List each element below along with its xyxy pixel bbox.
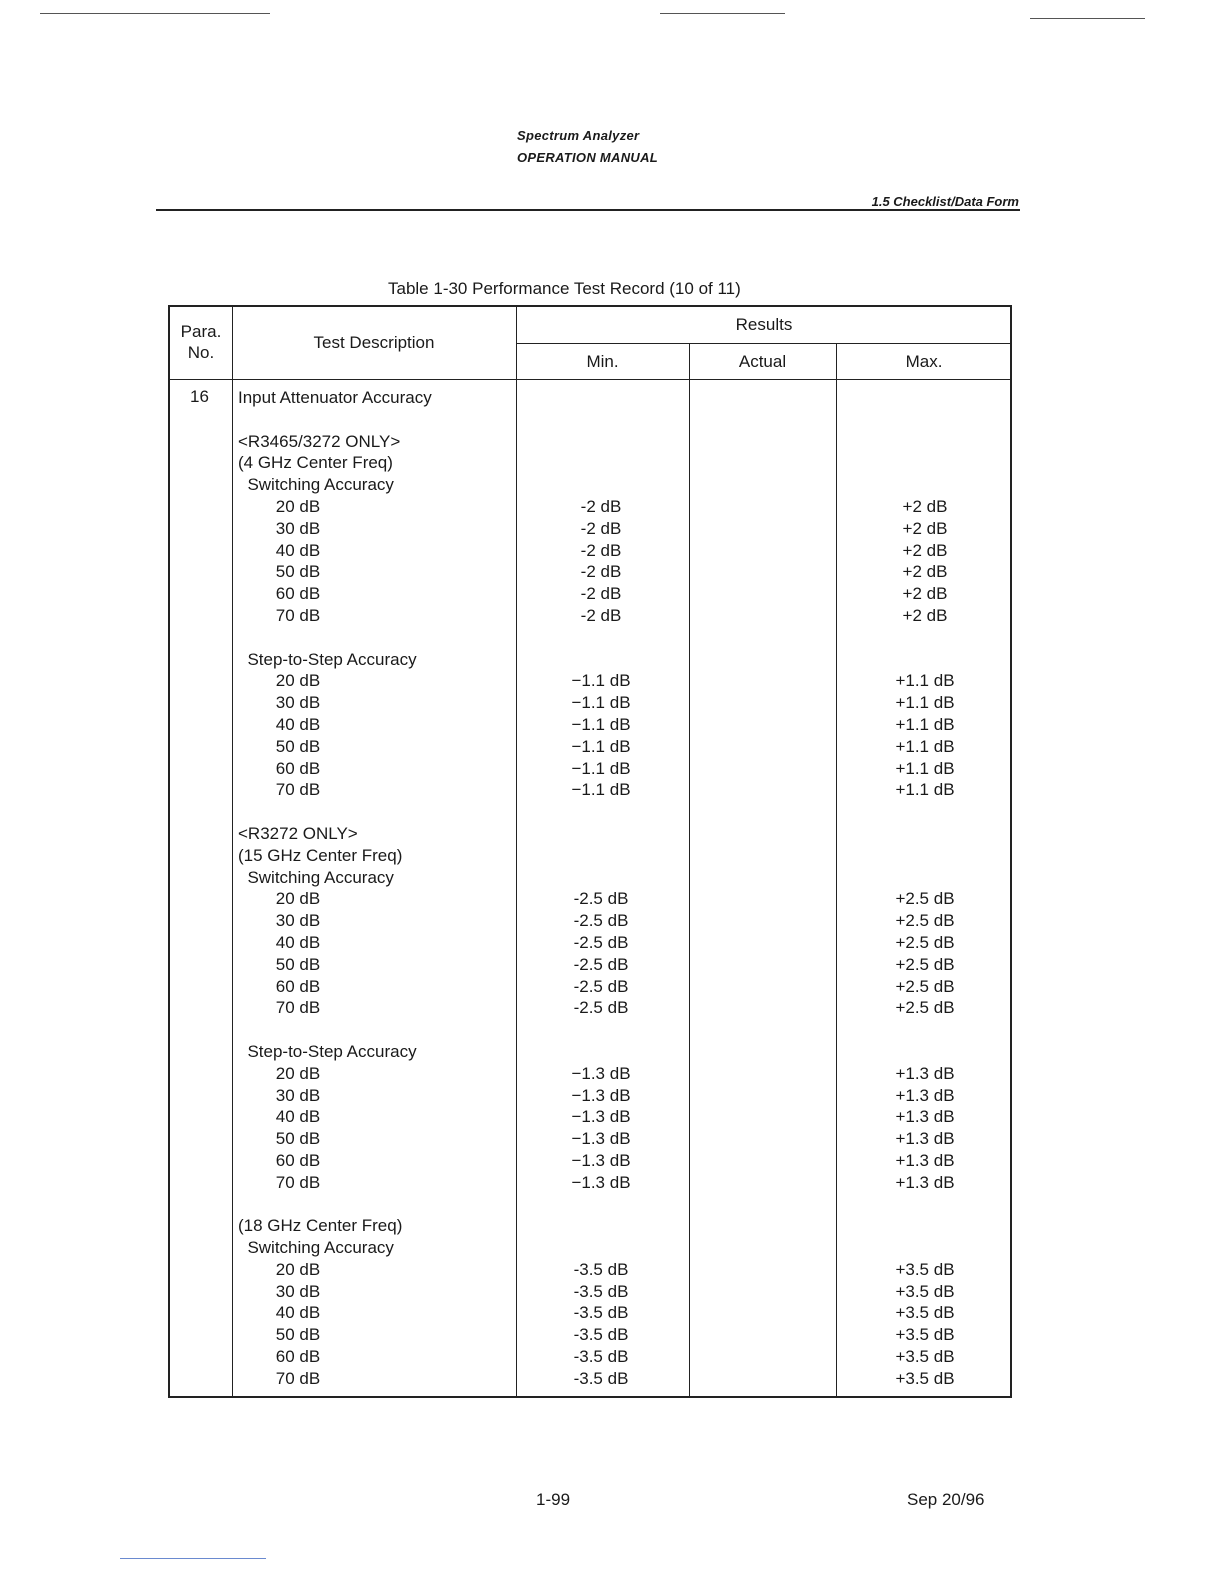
max-value <box>850 474 1000 496</box>
header-actual: Actual <box>738 352 787 371</box>
max-value: +2.5 dB <box>895 976 955 996</box>
description-line: 60 dB <box>238 976 321 996</box>
max-value <box>850 845 1000 867</box>
max-column <box>850 387 1000 1390</box>
min-value: -3.5 dB <box>573 1368 629 1388</box>
manual-subtitle: OPERATION MANUAL <box>517 150 659 165</box>
header-test-description: Test Description <box>313 333 435 352</box>
max-value: +1.3 dB <box>895 1172 955 1192</box>
page-number: 1-99 <box>536 1490 571 1509</box>
header-row-divider <box>170 379 1010 380</box>
description-line: 50 dB <box>238 1129 321 1149</box>
min-value <box>540 431 662 453</box>
description-line: 20 dB <box>238 496 321 516</box>
min-value: -2.5 dB <box>573 954 629 974</box>
description-line: 20 dB <box>238 1259 321 1279</box>
description-line: Switching Accuracy <box>238 867 394 887</box>
description-line: 40 dB <box>238 1107 321 1127</box>
max-value <box>850 431 1000 453</box>
description-line: 20 dB <box>238 671 321 691</box>
scan-artifact-line <box>120 1558 266 1559</box>
min-value: −1.1 dB <box>571 736 631 756</box>
max-value <box>850 387 1000 409</box>
min-value <box>540 1237 662 1259</box>
description-line: 70 dB <box>238 605 321 625</box>
description-line: 20 dB <box>238 1063 321 1083</box>
max-value: +2 dB <box>902 562 948 582</box>
scan-artifact-line <box>40 13 270 14</box>
description-line <box>238 409 432 431</box>
description-line: 50 dB <box>238 562 321 582</box>
description-line: 70 dB <box>238 1368 321 1388</box>
max-value: +2.5 dB <box>895 932 955 952</box>
max-value <box>850 409 1000 431</box>
min-value: -3.5 dB <box>573 1347 629 1367</box>
description-line: 70 dB <box>238 1172 321 1192</box>
min-value <box>540 1193 662 1215</box>
description-line: 30 dB <box>238 518 321 538</box>
description-line: 50 dB <box>238 954 321 974</box>
table-caption: Table 1-30 Performance Test Record (10 of 11) <box>388 279 741 298</box>
max-value: +2 dB <box>902 518 948 538</box>
min-value: −1.1 dB <box>571 758 631 778</box>
max-value: +1.1 dB <box>895 736 955 756</box>
min-value: −1.3 dB <box>571 1063 631 1083</box>
description-line: (4 GHz Center Freq) <box>238 453 393 473</box>
description-line: Switching Accuracy <box>238 475 394 495</box>
min-value: -2.5 dB <box>573 932 629 952</box>
description-line: 50 dB <box>238 736 321 756</box>
max-value: +3.5 dB <box>895 1303 955 1323</box>
test-description-column <box>238 387 432 1390</box>
description-line: 40 dB <box>238 540 321 560</box>
min-value: -2 dB <box>580 562 622 582</box>
description-line: 30 dB <box>238 911 321 931</box>
min-value: -3.5 dB <box>573 1303 629 1323</box>
min-value: −1.3 dB <box>571 1107 631 1127</box>
min-value: -2.5 dB <box>573 976 629 996</box>
revision-date: Sep 20/96 <box>907 1490 985 1509</box>
min-value <box>540 801 662 823</box>
min-value: -2.5 dB <box>573 998 629 1018</box>
min-value: -3.5 dB <box>573 1281 629 1301</box>
min-value <box>540 387 662 409</box>
min-value: −1.1 dB <box>571 693 631 713</box>
max-value: +1.1 dB <box>895 758 955 778</box>
max-value <box>850 627 1000 649</box>
header-min: Min. <box>586 352 619 371</box>
description-line <box>238 627 432 649</box>
max-value: +1.3 dB <box>895 1107 955 1127</box>
description-line: 70 dB <box>238 780 321 800</box>
max-value <box>850 1215 1000 1237</box>
max-value: +3.5 dB <box>895 1325 955 1345</box>
max-value: +3.5 dB <box>895 1368 955 1388</box>
section-heading: 1.5 Checklist/Data Form <box>871 194 1019 209</box>
description-line: 40 dB <box>238 1303 321 1323</box>
min-value: −1.3 dB <box>571 1085 631 1105</box>
max-value <box>850 867 1000 889</box>
max-value: +1.3 dB <box>895 1150 955 1170</box>
manual-title: Spectrum Analyzer <box>517 128 640 143</box>
description-line: Input Attenuator Accuracy <box>238 388 432 407</box>
min-value: -2 dB <box>580 496 622 516</box>
min-value <box>540 409 662 431</box>
header-para-no: Para. No. <box>180 322 222 362</box>
max-value: +2.5 dB <box>895 889 955 909</box>
description-line: 40 dB <box>238 932 321 952</box>
header-results: Results <box>735 315 793 334</box>
max-value <box>850 452 1000 474</box>
min-value: −1.3 dB <box>571 1150 631 1170</box>
min-value: -2.5 dB <box>573 889 629 909</box>
max-value: +2.5 dB <box>895 998 955 1018</box>
max-value: +2 dB <box>902 605 948 625</box>
min-value <box>540 867 662 889</box>
max-value: +3.5 dB <box>895 1259 955 1279</box>
min-value <box>540 474 662 496</box>
min-value: −1.3 dB <box>571 1172 631 1192</box>
max-value: +3.5 dB <box>895 1347 955 1367</box>
scan-artifact-line <box>660 13 785 14</box>
max-value: +1.3 dB <box>895 1129 955 1149</box>
min-value <box>540 1019 662 1041</box>
para-number: 16 <box>190 387 209 406</box>
description-line: <R3465/3272 ONLY> <box>238 431 401 451</box>
description-line: Switching Accuracy <box>238 1238 394 1258</box>
description-line: (18 GHz Center Freq) <box>238 1216 403 1236</box>
description-line: 70 dB <box>238 998 321 1018</box>
max-value: +2 dB <box>902 496 948 516</box>
min-value <box>540 627 662 649</box>
description-line: 50 dB <box>238 1325 321 1345</box>
description-line <box>238 1019 432 1041</box>
min-value <box>540 649 662 671</box>
description-line: 30 dB <box>238 1281 321 1301</box>
description-line <box>238 1193 432 1215</box>
min-value <box>540 823 662 845</box>
description-line: 60 dB <box>238 584 321 604</box>
min-value <box>540 1215 662 1237</box>
description-line: (15 GHz Center Freq) <box>238 845 403 865</box>
description-line: 20 dB <box>238 889 321 909</box>
min-value: -2 dB <box>580 584 622 604</box>
min-value: -3.5 dB <box>573 1325 629 1345</box>
max-value: +1.3 dB <box>895 1063 955 1083</box>
col-divider <box>516 307 517 1396</box>
description-line: 60 dB <box>238 1150 321 1170</box>
min-column <box>540 387 662 1390</box>
min-value: −1.1 dB <box>571 714 631 734</box>
col-divider <box>689 343 690 1396</box>
max-value: +1.1 dB <box>895 714 955 734</box>
description-line: 60 dB <box>238 1347 321 1367</box>
min-value: -2 dB <box>580 540 622 560</box>
col-divider <box>232 307 233 1396</box>
description-line: <R3272 ONLY> <box>238 823 358 843</box>
col-divider <box>836 343 837 1396</box>
min-value: −1.1 dB <box>571 780 631 800</box>
max-value <box>850 823 1000 845</box>
min-value: −1.3 dB <box>571 1129 631 1149</box>
max-value: +2.5 dB <box>895 954 955 974</box>
description-line: Step-to-Step Accuracy <box>238 1041 417 1061</box>
max-value: +1.1 dB <box>895 671 955 691</box>
min-value: -3.5 dB <box>573 1259 629 1279</box>
max-value <box>850 1193 1000 1215</box>
max-value: +1.3 dB <box>895 1085 955 1105</box>
row-divider <box>516 343 1010 344</box>
header-rule <box>156 209 1020 211</box>
scan-artifact-line <box>1030 18 1145 19</box>
min-value: −1.1 dB <box>571 671 631 691</box>
min-value: -2 dB <box>580 518 622 538</box>
min-value <box>540 1041 662 1063</box>
max-value <box>850 1019 1000 1041</box>
description-line: 30 dB <box>238 693 321 713</box>
max-value: +3.5 dB <box>895 1281 955 1301</box>
max-value: +2 dB <box>902 584 948 604</box>
description-line: 40 dB <box>238 714 321 734</box>
min-value: -2.5 dB <box>573 911 629 931</box>
min-value: -2 dB <box>580 605 622 625</box>
header-max: Max. <box>905 352 943 371</box>
description-line: Step-to-Step Accuracy <box>238 649 417 669</box>
performance-test-table <box>168 305 1012 1398</box>
description-line: 30 dB <box>238 1085 321 1105</box>
max-value: +2 dB <box>902 540 948 560</box>
max-value: +1.1 dB <box>895 693 955 713</box>
max-value: +1.1 dB <box>895 780 955 800</box>
description-line <box>238 801 432 823</box>
min-value <box>540 845 662 867</box>
max-value <box>850 801 1000 823</box>
min-value <box>540 452 662 474</box>
max-value <box>850 1237 1000 1259</box>
max-value <box>850 649 1000 671</box>
description-line: 60 dB <box>238 758 321 778</box>
max-value: +2.5 dB <box>895 911 955 931</box>
max-value <box>850 1041 1000 1063</box>
